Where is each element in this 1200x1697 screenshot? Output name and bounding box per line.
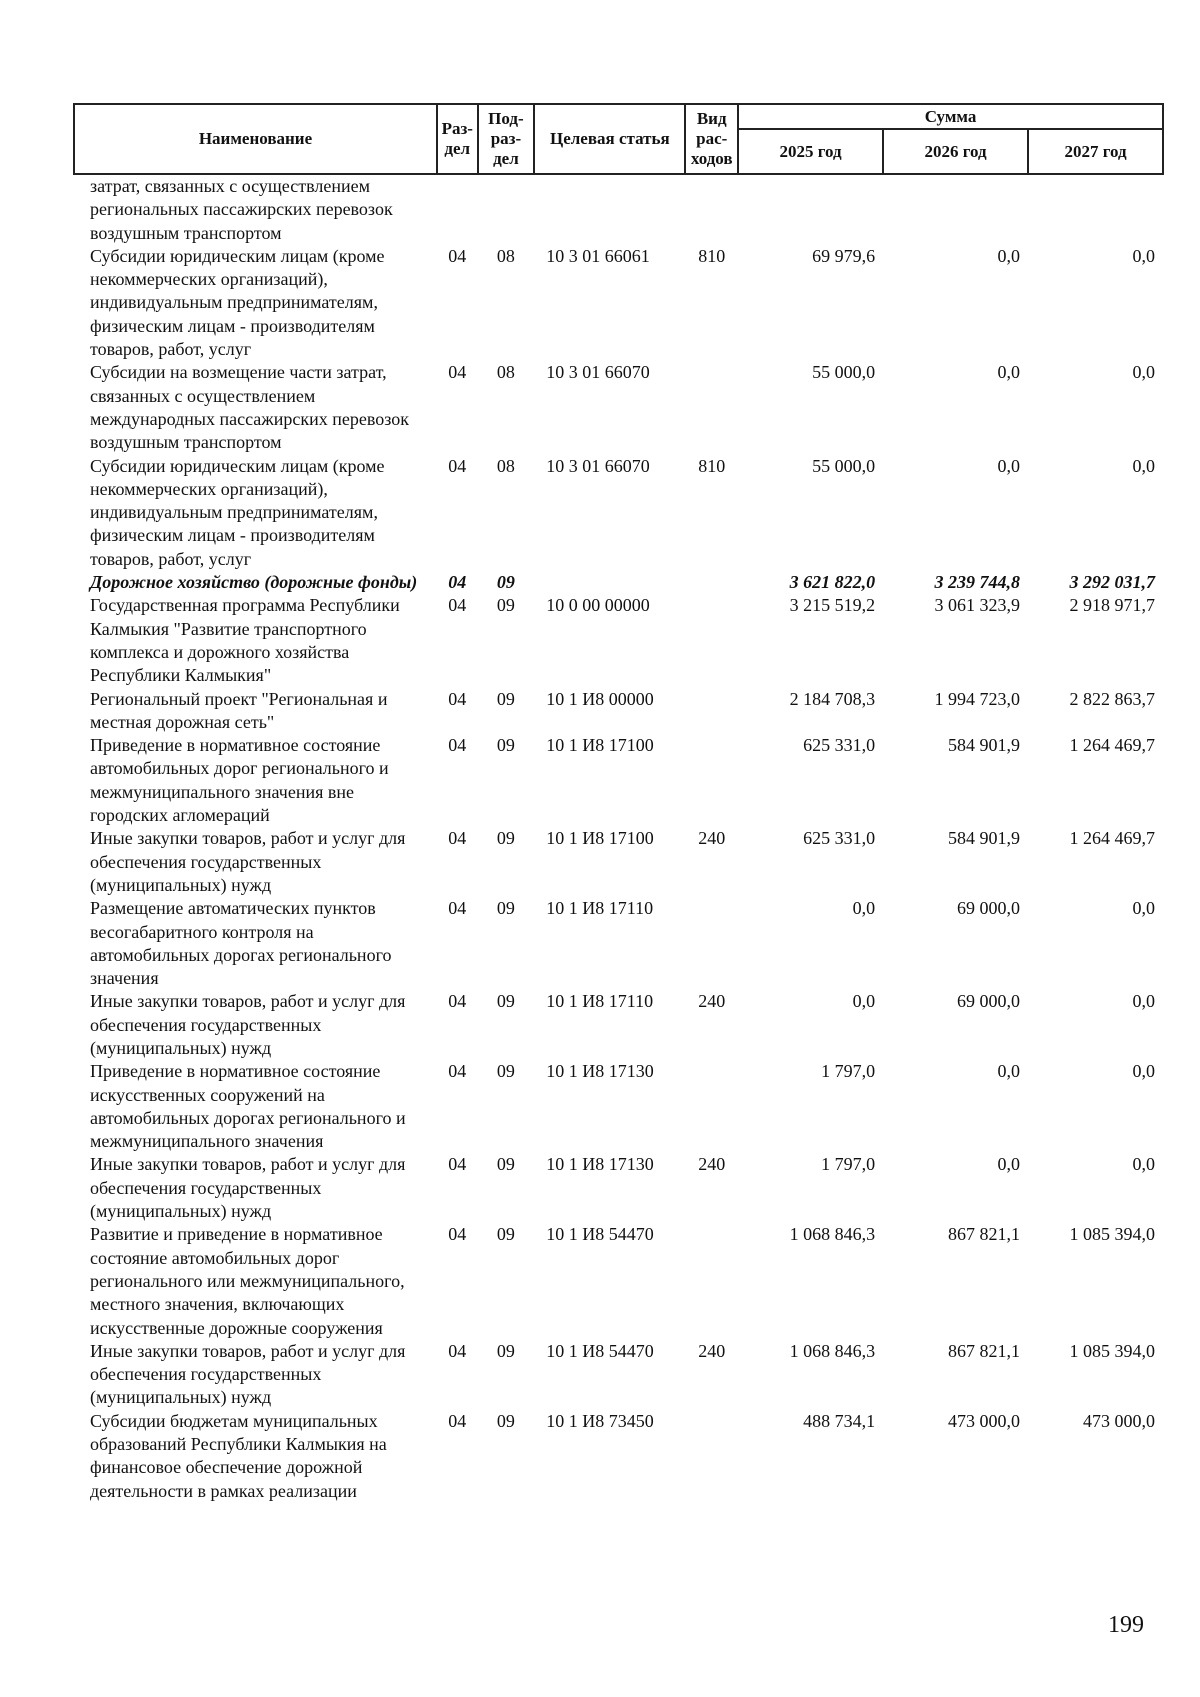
cell-2027: 2 918 971,7	[1069, 595, 1155, 616]
cell-celevaya: 10 1 И8 17100	[546, 828, 654, 849]
cell-vid: 810	[698, 245, 726, 266]
cell-2027: 1 264 469,7	[1069, 735, 1155, 756]
cell-2027: 473 000,0	[1083, 1410, 1155, 1431]
cell-vid	[685, 361, 738, 454]
cell-2026: 0,0	[997, 1061, 1021, 1082]
cell-vid	[685, 897, 738, 990]
cell-2027: 3 292 031,7	[1069, 572, 1155, 593]
cell-celevaya: 10 1 И8 17130	[546, 1061, 654, 1082]
cell-2027: 1 085 394,0	[1069, 1224, 1155, 1245]
cell-vid	[685, 174, 738, 245]
cell-2025	[738, 174, 883, 245]
cell-razdel: 04	[448, 572, 467, 593]
table-row	[74, 455, 1163, 571]
cell-razdel: 04	[448, 455, 467, 476]
cell-2026: 867 821,1	[948, 1224, 1021, 1245]
cell-2025: 55 000,0	[812, 455, 876, 476]
cell-name: Иные закупки товаров, работ и услуг для обеспечения государственных (муниципальных) нужд	[90, 991, 406, 1058]
cell-2027	[1028, 174, 1163, 245]
table-row	[74, 688, 1163, 735]
table-row	[74, 1410, 1163, 1503]
header-celevaya: Целевая статья	[534, 104, 685, 174]
table-row	[74, 571, 1163, 594]
cell-celevaya	[534, 571, 685, 594]
cell-celevaya: 10 3 01 66061	[546, 245, 650, 266]
cell-2025: 0,0	[852, 898, 876, 919]
cell-2027: 0,0	[1132, 362, 1155, 383]
cell-razdel: 04	[448, 735, 467, 756]
cell-name: Размещение автоматических пунктов весогабаритного контроля на автомобильных дорогах регионального значения	[90, 898, 392, 989]
cell-podrazdel: 09	[496, 1340, 515, 1361]
header-podrazdel: Под-раз-дел	[478, 104, 535, 174]
table-row	[74, 990, 1163, 1060]
table-row	[74, 1060, 1163, 1153]
cell-vid	[685, 688, 738, 735]
cell-2027: 0,0	[1132, 991, 1155, 1012]
cell-celevaya: 10 3 01 66070	[546, 455, 650, 476]
table-row	[74, 174, 1163, 245]
cell-razdel: 04	[448, 1061, 467, 1082]
table-header	[74, 104, 1163, 174]
cell-razdel: 04	[448, 1340, 467, 1361]
table-row	[74, 1153, 1163, 1223]
cell-2026: 473 000,0	[948, 1410, 1021, 1431]
cell-podrazdel: 09	[496, 1410, 515, 1431]
cell-2025: 625 331,0	[803, 828, 876, 849]
table-row	[74, 734, 1163, 827]
cell-name: Субсидии юридическим лицам (кроме некоммерческих организаций), индивидуальным предпринимателям, физическим лицам - производителям товаров, работ, услуг	[90, 455, 385, 569]
cell-celevaya: 10 1 И8 17110	[546, 991, 654, 1012]
header-razdel: Раз-дел	[437, 104, 478, 174]
cell-razdel: 04	[448, 688, 467, 709]
cell-2026: 0,0	[997, 455, 1021, 476]
cell-name: Региональный проект "Региональная и местная дорожная сеть"	[90, 688, 388, 732]
cell-celevaya: 10 1 И8 73450	[546, 1410, 654, 1431]
cell-razdel: 04	[448, 1410, 467, 1431]
table-row	[74, 897, 1163, 990]
cell-2025: 69 979,6	[812, 245, 876, 266]
cell-name: Субсидии на возмещение части затрат, связанных с осуществлением международных пассажирских перевозок воздушным транспортом	[90, 362, 409, 453]
cell-2026: 0,0	[997, 362, 1021, 383]
cell-name: затрат, связанных с осуществлением региональных пассажирских перевозок воздушным транспортом	[90, 176, 393, 243]
cell-2025: 55 000,0	[812, 362, 876, 383]
cell-name: Приведение в нормативное состояние автомобильных дорог регионального и межмуниципального значения вне городских агломераций	[90, 735, 389, 826]
cell-celevaya: 10 1 И8 17100	[546, 735, 654, 756]
cell-2027: 0,0	[1132, 1061, 1155, 1082]
page-number: 199	[1108, 1612, 1144, 1638]
cell-podrazdel: 09	[496, 688, 515, 709]
cell-2026: 3 061 323,9	[934, 595, 1021, 616]
cell-celevaya: 10 1 И8 17130	[546, 1154, 654, 1175]
cell-2026	[883, 174, 1028, 245]
cell-2026: 0,0	[997, 1154, 1021, 1175]
table-row	[74, 1223, 1163, 1339]
cell-2026: 1 994 723,0	[934, 688, 1021, 709]
cell-podrazdel: 09	[496, 595, 515, 616]
table-row	[74, 361, 1163, 454]
cell-vid	[685, 1410, 738, 1503]
cell-vid	[685, 594, 738, 687]
cell-name: Субсидии юридическим лицам (кроме некоммерческих организаций), индивидуальным предпринимателям, физическим лицам - производителям товаров, работ, услуг	[90, 245, 385, 360]
cell-2025: 1 068 846,3	[789, 1340, 876, 1361]
header-2025: 2025 год	[738, 129, 883, 174]
cell-vid: 240	[698, 991, 726, 1012]
cell-razdel: 04	[448, 595, 467, 616]
cell-2025: 488 734,1	[803, 1410, 876, 1431]
cell-vid: 240	[698, 1340, 726, 1361]
budget-table	[73, 103, 1164, 1503]
cell-podrazdel: 09	[496, 1154, 515, 1175]
cell-2026: 867 821,1	[948, 1340, 1021, 1361]
cell-2025: 2 184 708,3	[789, 688, 876, 709]
table-row	[74, 827, 1163, 897]
cell-razdel: 04	[448, 362, 467, 383]
cell-celevaya: 10 1 И8 54470	[546, 1340, 654, 1361]
cell-razdel: 04	[448, 245, 467, 266]
table-row	[74, 1340, 1163, 1410]
cell-podrazdel: 08	[496, 362, 515, 383]
cell-podrazdel: 09	[496, 1061, 515, 1082]
cell-2027: 2 822 863,7	[1069, 688, 1155, 709]
cell-2027: 1 264 469,7	[1069, 828, 1155, 849]
table-body	[74, 174, 1163, 1503]
cell-2027: 0,0	[1132, 245, 1155, 266]
cell-podrazdel: 09	[496, 735, 515, 756]
cell-2025: 1 068 846,3	[789, 1224, 876, 1245]
cell-vid	[685, 571, 738, 594]
cell-razdel: 04	[448, 991, 467, 1012]
cell-2025: 0,0	[852, 991, 876, 1012]
cell-vid	[685, 734, 738, 827]
cell-razdel: 04	[448, 1154, 467, 1175]
table-row	[74, 594, 1163, 687]
cell-2025: 1 797,0	[821, 1061, 876, 1082]
cell-podrazdel: 08	[496, 455, 515, 476]
header-2027: 2027 год	[1028, 129, 1163, 174]
cell-celevaya: 10 0 00 00000	[546, 595, 650, 616]
cell-2027: 0,0	[1132, 455, 1155, 476]
cell-2025: 1 797,0	[821, 1154, 876, 1175]
cell-razdel: 04	[448, 1224, 467, 1245]
cell-name: Развитие и приведение в нормативное состояние автомобильных дорог регионального или межмуниципального, местного значения, включающих искусственные дорожные сооружения	[90, 1224, 405, 1338]
header-2026: 2026 год	[883, 129, 1028, 174]
cell-vid: 240	[698, 828, 726, 849]
cell-name: Иные закупки товаров, работ и услуг для обеспечения государственных (муниципальных) нужд	[90, 1340, 406, 1408]
cell-2025: 3 215 519,2	[789, 595, 876, 616]
cell-podrazdel: 09	[496, 991, 515, 1012]
cell-name: Государственная программа Республики Калмыкия "Развитие транспортного комплекса и дорожного хозяйства Республики Калмыкия"	[90, 595, 400, 686]
cell-2026: 584 901,9	[948, 828, 1021, 849]
cell-2027: 1 085 394,0	[1069, 1340, 1155, 1361]
cell-vid: 810	[698, 455, 726, 476]
header-vid: Вид рас-ходов	[685, 104, 738, 174]
cell-podrazdel: 08	[496, 245, 515, 266]
cell-2026: 69 000,0	[957, 898, 1021, 919]
cell-celevaya: 10 1 И8 17110	[546, 898, 654, 919]
cell-vid	[685, 1223, 738, 1339]
header-name: Наименование	[74, 104, 437, 174]
header-summa: Сумма	[738, 104, 1163, 129]
cell-vid	[685, 1060, 738, 1153]
cell-razdel: 04	[448, 828, 467, 849]
cell-celevaya	[534, 174, 685, 245]
cell-podrazdel: 09	[496, 898, 515, 919]
table-row	[74, 245, 1163, 361]
cell-name: Иные закупки товаров, работ и услуг для обеспечения государственных (муниципальных) нужд	[90, 1154, 406, 1222]
cell-2027: 0,0	[1132, 1154, 1155, 1175]
cell-2026: 3 239 744,8	[934, 572, 1021, 593]
cell-podrazdel: 09	[496, 828, 515, 849]
cell-2026: 0,0	[997, 245, 1021, 266]
cell-celevaya: 10 1 И8 54470	[546, 1224, 654, 1245]
cell-celevaya: 10 1 И8 00000	[546, 688, 654, 709]
cell-razdel: 04	[448, 898, 467, 919]
cell-razdel	[437, 174, 478, 245]
cell-podrazdel: 09	[496, 572, 515, 593]
cell-name: Субсидии бюджетам муниципальных образований Республики Калмыкия на финансовое обеспечение дорожной деятельности в рамках реализации	[90, 1410, 387, 1501]
cell-2026: 69 000,0	[957, 991, 1021, 1012]
cell-2025: 3 621 822,0	[789, 572, 876, 593]
cell-podrazdel	[478, 174, 535, 245]
cell-celevaya: 10 3 01 66070	[546, 362, 650, 383]
cell-2025: 625 331,0	[803, 735, 876, 756]
cell-vid: 240	[698, 1154, 726, 1175]
cell-2026: 584 901,9	[948, 735, 1021, 756]
cell-podrazdel: 09	[496, 1224, 515, 1245]
cell-2027: 0,0	[1132, 898, 1155, 919]
cell-name: Приведение в нормативное состояние искусственных сооружений на автомобильных дорогах регионального и межмуниципального значения	[90, 1061, 406, 1152]
cell-name: Иные закупки товаров, работ и услуг для обеспечения государственных (муниципальных) нужд	[90, 828, 406, 895]
cell-name: Дорожное хозяйство (дорожные фонды)	[90, 572, 418, 593]
